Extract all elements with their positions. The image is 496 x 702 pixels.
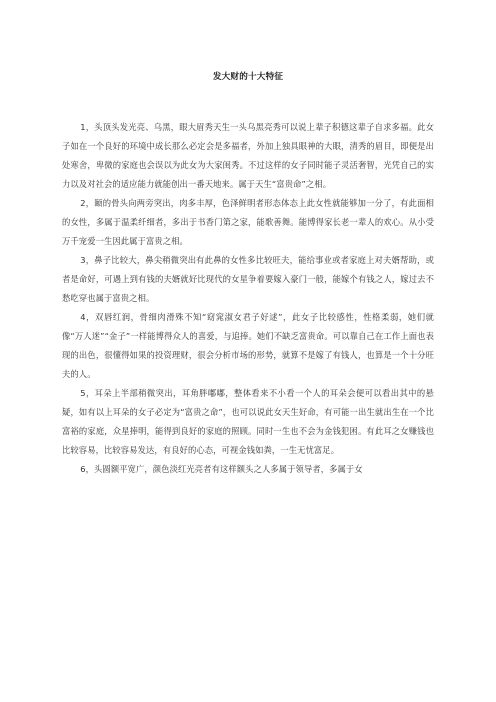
paragraph-5: 5，耳朵上半部稍微突出，耳角胖嘟嘟，整体看来不小看一个人的耳朵会便可以看出其中的悬疑，如有以上耳朵的女子必定为“富贵之命”，也可以说此女天生好命，有可能一出生就出生在一个比富裕的家庭，众星捧明，能得到良好的家庭的照顾。同时一生也不会为金钱犯困。有此耳之女赚钱也比较容易，比较容易发达，有良好的心态，可视金钱如粪，一生无忧富足。 bbox=[62, 388, 434, 455]
paragraph-1: 1，头顶头发光亮、乌黑，眼大眉秀天生一头乌黑亮秀可以说上辈子积德这辈子自求多福。此女子如在一个良好的环境中成长那么必定会是多福者，外加上独具眼神的大眼，清秀的眉目，即便是出处寒舍，卑微的家庭也会误以为此女为大家闺秀。不过这样的女子同时能子灵活奢智，光凭自己的实力以及对社会的适应能力就能创出一番天地来。属于天生“富贵命”之相。 bbox=[62, 122, 434, 189]
paragraph-4: 4，双唇红润，骨细肉滑殊不知“窈窕淑女君子好逑”，此女子比较感性，性格柔弱，她们就像“万人迷”“金子”一样能博得众人的喜爱，与追捧。她们不缺乏富贵命。可以靠自己在工作上面也表现的出色，很懂得如果的投资理财，很会分析市场的形势，就算不是嫁了有钱人，也算是一个十分旺夫的人。 bbox=[62, 312, 434, 379]
document-title: 发大财的十大特征 bbox=[212, 72, 284, 82]
document-body bbox=[62, 118, 434, 479]
paragraph-2: 2，颐的骨头向两旁突出，肉多丰厚，色泽鲜明者形态体态上此女性就能够加一分了，有此面相的女性，多属于温柔纤细者，多出于书香门第之家，能歌善舞。能博得家长老一辈人的欢心。从小受万千宠爱一生因此属于富贵之相。 bbox=[62, 198, 434, 246]
paragraph-6: 6，头圆额平宽广，颜色淡红光亮者有这样额头之人多属于领导者，多属于女 bbox=[80, 464, 363, 474]
paragraph-3: 3，鼻子比较大，鼻尖稍微突出有此鼻的女性多比较旺夫，能给事业或者家庭上对夫婿帮助，或者是命好，可遇上到有钱的夫婿就好比现代的女星争着要嫁入豪门一般，能嫁个有钱之人，嫁过去不愁吃穿也属于富贵之相。 bbox=[62, 255, 434, 303]
